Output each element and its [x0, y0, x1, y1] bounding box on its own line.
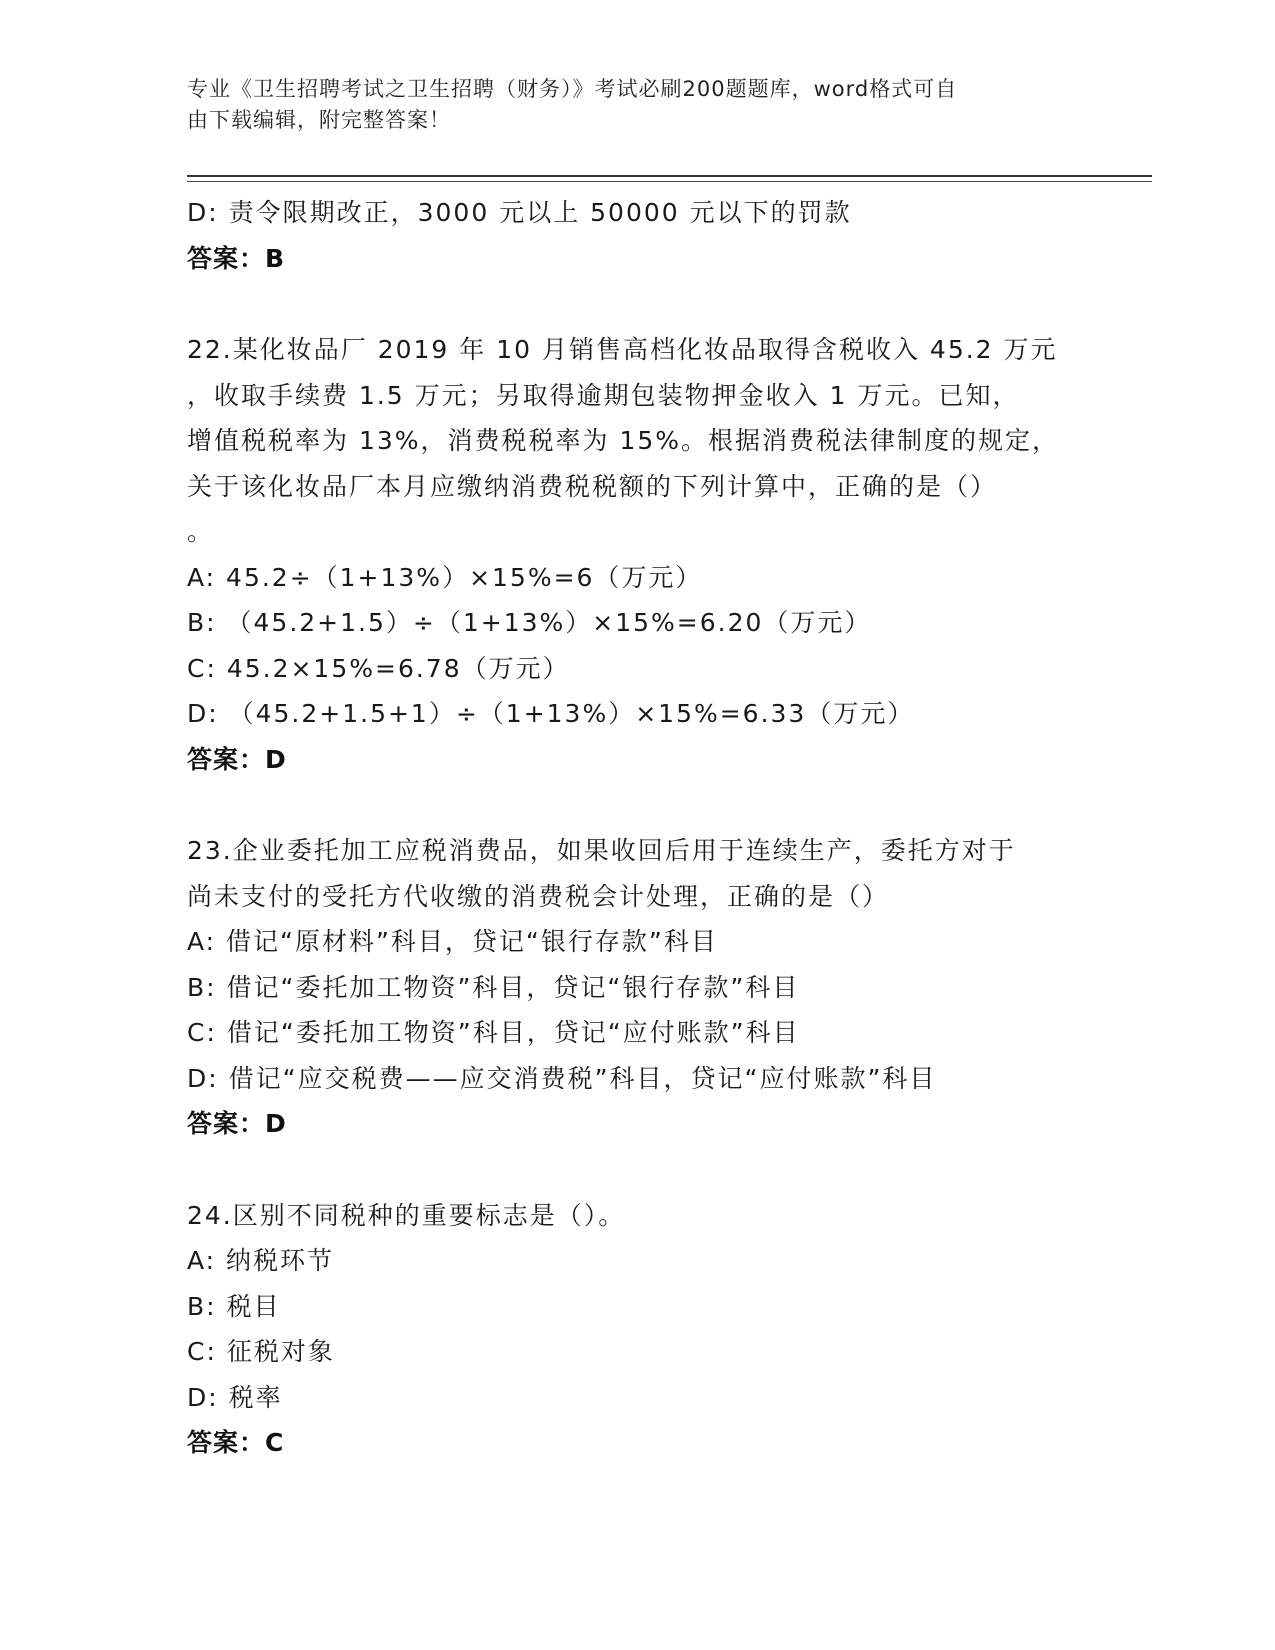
question-stem-line: 尚未支付的受托方代收缴的消费税会计处理，正确的是（） [187, 881, 890, 911]
answer-label: 答案：B [187, 243, 286, 273]
option-c: C: 征税对象 [187, 1337, 335, 1366]
option-a: A: 纳税环节 [187, 1246, 335, 1275]
option-d: D: 税率 [187, 1382, 283, 1412]
option-d: D: （45.2+1.5+1）÷（1+13%）×15%=6.33（万元） [187, 699, 915, 728]
question-23 [187, 828, 1087, 1147]
answer-label: 答案：D [187, 744, 287, 774]
question-stem-line: 关于该化妆品厂本月应缴纳消费税税额的下列计算中，正确的是（） [187, 471, 998, 501]
option-c: C: 借记“委托加工物资”科目，贷记“应付账款”科目 [187, 1018, 800, 1047]
prev-question-tail [187, 190, 1087, 281]
question-24 [187, 1193, 1087, 1466]
question-stem-line: 增值税税率为 13%，消费税税率为 15%。根据消费税法律制度的规定， [187, 426, 1060, 455]
question-stem-line: 24.区别不同税种的重要标志是（）。 [187, 1200, 626, 1230]
header-line-1: 专业《卫生招聘考试之卫生招聘（财务）》考试必刷200题题库，word格式可自 [187, 77, 958, 101]
question-22 [187, 327, 1087, 782]
option-a: A: 45.2÷（1+13%）×15%=6（万元） [187, 562, 703, 592]
answer-label: 答案：C [187, 1428, 285, 1457]
question-stem-line: 22.某化妆品厂 2019 年 10 月销售高档化妆品取得含税收入 45.2 万元 [187, 335, 1058, 364]
option-b: B: （45.2+1.5）÷（1+13%）×15%=6.20（万元） [187, 608, 872, 637]
question-stem-line: ，收取手续费 1.5 万元；另取得逾期包装物押金收入 1 万元。已知， [187, 380, 1020, 410]
question-list [187, 190, 1087, 1466]
header-divider-thin [187, 181, 1152, 182]
question-stem-line: 23.企业委托加工应税消费品，如果收回后用于连续生产，委托方对于 [187, 836, 1016, 865]
header-divider-thick [187, 175, 1152, 177]
option-d: D: 借记“应交税费——应交消费税”科目，贷记“应付账款”科目 [187, 1063, 937, 1093]
header-line-2: 由下载编辑，附完整答案！ [187, 108, 451, 132]
answer-label: 答案：D [187, 1109, 287, 1138]
option-c: C: 45.2×15%=6.78（万元） [187, 653, 570, 683]
option-b: B: 税目 [187, 1291, 281, 1321]
option-b: B: 借记“委托加工物资”科目，贷记“银行存款”科目 [187, 972, 800, 1002]
document-header [187, 74, 1067, 136]
option-a: A: 借记“原材料”科目，贷记“银行存款”科目 [187, 927, 718, 956]
question-stem-line: 。 [187, 517, 215, 546]
option-d: D: 责令限期改正，3000 元以上 50000 元以下的罚款 [187, 198, 852, 227]
